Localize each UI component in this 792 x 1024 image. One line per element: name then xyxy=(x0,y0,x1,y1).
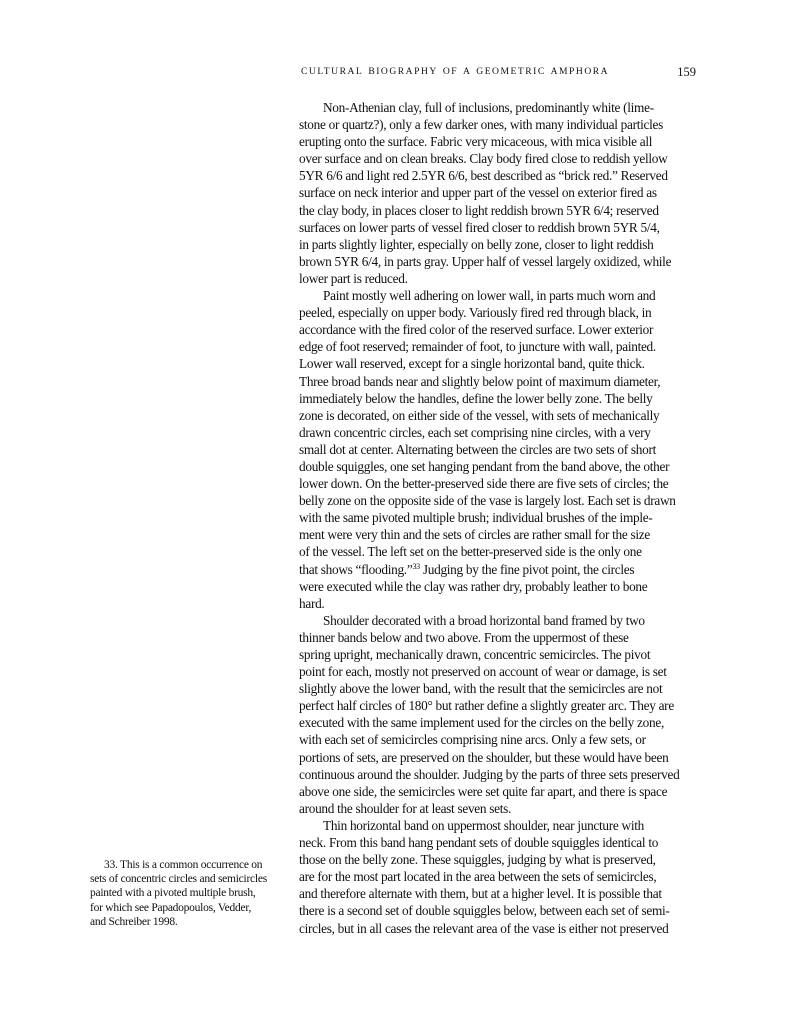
text-line: circles, but in all cases the relevant area of the vase is either not preserved xyxy=(299,920,669,936)
text-line: zone is decorated, on either side of the vessel, with sets of mechanically xyxy=(299,407,660,423)
text-line: with the same pivoted multiple brush; individual brushes of the imple- xyxy=(299,510,653,526)
text-line: belly zone on the opposite side of the vase is largely lost. Each set is drawn xyxy=(299,493,676,509)
text-line: with each set of semicircles comprising nine arcs. Only a few sets, or xyxy=(299,732,646,748)
text-line: immediately below the handles, define the lower belly zone. The belly xyxy=(299,390,653,406)
paragraph-fabric xyxy=(299,99,699,287)
text-line: point for each, mostly not preserved on account of wear or damage, is set xyxy=(299,664,667,680)
text-line: over surface and on clean breaks. Clay body fired close to reddish yellow xyxy=(299,151,668,167)
paragraph-shoulder xyxy=(299,612,699,817)
footnote-line: 33. This is a common occurrence on xyxy=(104,859,263,871)
footnote-line: and Schreiber 1998. xyxy=(90,915,178,928)
footnote-33 xyxy=(90,858,290,929)
text-line: peeled, especially on upper body. Variously fired red through black, in xyxy=(299,305,652,321)
text-line: perfect half circles of 180° but rather define a slightly greater arc. They are xyxy=(299,698,674,714)
text-line: lower part is reduced. xyxy=(299,270,408,286)
text-line: erupting onto the surface. Fabric very micaceous, with mica visible all xyxy=(299,134,653,150)
footnote-reference[interactable]: 33 xyxy=(412,561,420,571)
text-line: above one side, the semicircles were set quite far apart, and there is space xyxy=(299,783,668,799)
text-line: thinner bands below and two above. From the uppermost of these xyxy=(299,629,629,645)
text-line: those on the belly zone. These squiggles, judging by what is preserved, xyxy=(299,852,656,868)
text-line: Non-Athenian clay, full of inclusions, predominantly white (lime- xyxy=(323,100,654,115)
text-line: edge of foot reserved; remainder of foot, to juncture with wall, painted. xyxy=(299,339,656,355)
footnote-line: for which see Papadopoulos, Vedder, xyxy=(90,901,252,914)
text-line: double squiggles, one set hanging pendant from the band above, the other xyxy=(299,458,670,474)
paragraph-paint xyxy=(299,287,699,612)
running-title: CULTURAL BIOGRAPHY OF A GEOMETRIC AMPHORA xyxy=(301,66,610,77)
text-line: hard. xyxy=(299,595,325,611)
text-line: small dot at center. Alternating between the circles are two sets of short xyxy=(299,441,657,457)
text-line: Three broad bands near and slightly below point of maximum diameter, xyxy=(299,373,661,389)
text-line: stone or quartz?), only a few darker ones, with many individual particles xyxy=(299,117,663,133)
text-line: brown 5YR 6/4, in parts gray. Upper half of vessel largely oxidized, while xyxy=(299,253,672,269)
text-line: of the vessel. The left set on the better-preserved side is the only one xyxy=(299,544,642,560)
text-line: are for the most part located in the area between the sets of semicircles, xyxy=(299,869,657,885)
text-line: ment were very thin and the sets of circles are rather small for the size xyxy=(299,527,650,543)
text-line: there is a second set of double squiggles below, between each set of semi- xyxy=(299,903,670,919)
text-line: Lower wall reserved, except for a single horizontal band, quite thick. xyxy=(299,356,645,372)
text-line: around the shoulder for at least seven sets. xyxy=(299,800,512,816)
page-number: 159 xyxy=(677,65,696,79)
text-segment: Judging by the fine pivot point, the circles xyxy=(419,561,635,577)
text-line: neck. From this band hang pendant sets of double squiggles identical to xyxy=(299,835,659,851)
text-line-with-note xyxy=(299,561,699,578)
text-line: surface on neck interior and upper part of the vessel on exterior fired as xyxy=(299,185,657,201)
running-header xyxy=(299,66,696,82)
text-line: and therefore alternate with them, but at a higher level. It is possible that xyxy=(299,886,662,902)
text-line: the clay body, in places closer to light reddish brown 5YR 6/4; reserved xyxy=(299,202,659,218)
text-line: Paint mostly well adhering on lower wall, in parts much worn and xyxy=(323,288,656,304)
footnote-line: sets of concentric circles and semicircles xyxy=(90,873,267,886)
text-line: drawn concentric circles, each set comprising nine circles, with a very xyxy=(299,424,651,440)
text-line: accordance with the fired color of the reserved surface. Lower exterior xyxy=(299,322,654,338)
main-text xyxy=(299,99,699,937)
text-line: continuous around the shoulder. Judging by the parts of three sets preserved xyxy=(299,766,680,782)
text-line: spring upright, mechanically drawn, concentric semicircles. The pivot xyxy=(299,647,651,662)
text-line: in parts slightly lighter, especially on belly zone, closer to light reddish xyxy=(299,236,654,252)
paragraph-neck xyxy=(299,817,699,937)
text-line: executed with the same implement used for the circles on the belly zone, xyxy=(299,715,664,731)
text-line: portions of sets, are preserved on the shoulder, but these would have been xyxy=(299,749,669,765)
text-line: lower down. On the better-preserved side there are five sets of circles; the xyxy=(299,476,669,492)
text-line: were executed while the clay was rather dry, probably leather to bone xyxy=(299,578,648,594)
text-line: Thin horizontal band on uppermost shoulder, near juncture with xyxy=(323,817,644,833)
footnote-line: painted with a pivoted multiple brush, xyxy=(90,887,256,900)
text-line: Shoulder decorated with a broad horizontal band framed by two xyxy=(323,612,645,628)
text-line: surfaces on lower parts of vessel fired closer to reddish brown 5YR 5/4, xyxy=(299,219,660,235)
text-line: slightly above the lower band, with the result that the semicircles are not xyxy=(299,681,663,697)
text-segment: that shows “flooding.” xyxy=(299,561,413,577)
text-line: 5YR 6/6 and light red 2.5YR 6/6, best described as “brick red.” Reserved xyxy=(299,168,668,184)
